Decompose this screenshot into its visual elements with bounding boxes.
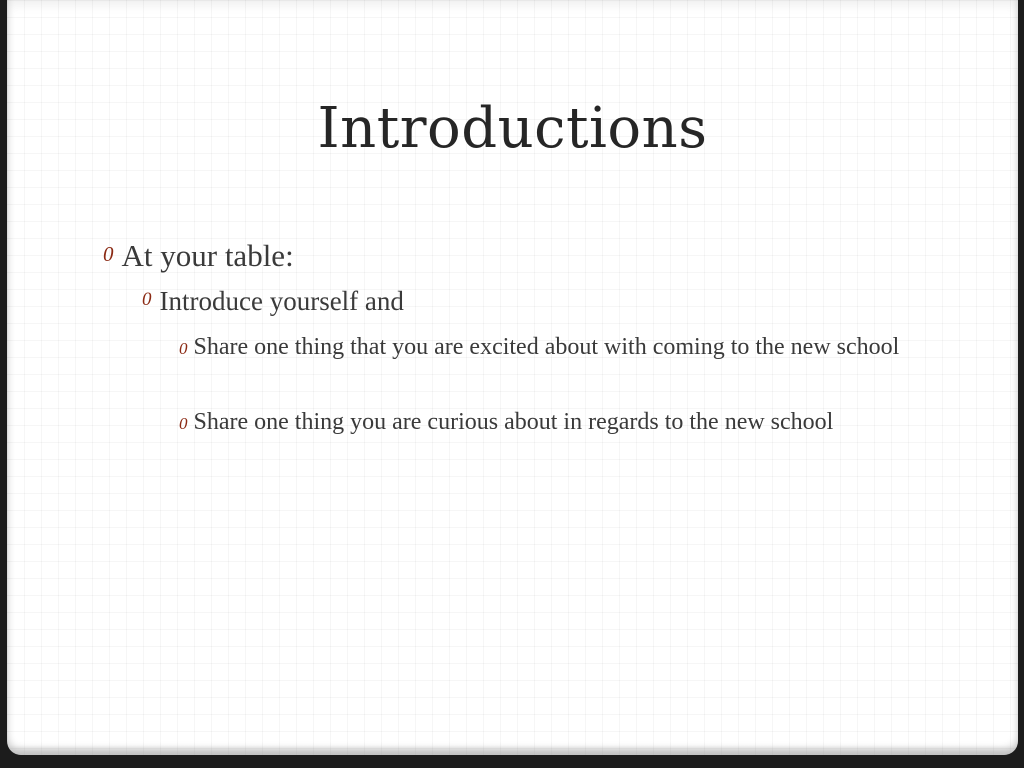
bullet-text: Share one thing that you are excited about with coming to the new school xyxy=(193,334,900,360)
bullet-item-level-3 xyxy=(179,330,919,366)
bullet-text: Share one thing you are curious about in regards to the new school xyxy=(193,409,834,435)
bullet-item-level-2 xyxy=(142,286,404,317)
bullet-marker-icon: 0 xyxy=(179,414,188,433)
bullet-marker-icon: 0 xyxy=(103,242,114,266)
slide-title: Introductions xyxy=(317,96,708,161)
bullet-list xyxy=(7,0,1018,755)
bullet-marker-icon: 0 xyxy=(179,339,188,358)
bullet-item-level-3 xyxy=(179,405,919,441)
bullet-item-level-1 xyxy=(103,238,294,274)
slide xyxy=(7,0,1018,755)
bullet-marker-icon: 0 xyxy=(142,289,152,310)
bullet-text: At your table: xyxy=(121,238,294,273)
bullet-text: Introduce yourself and xyxy=(159,286,404,316)
